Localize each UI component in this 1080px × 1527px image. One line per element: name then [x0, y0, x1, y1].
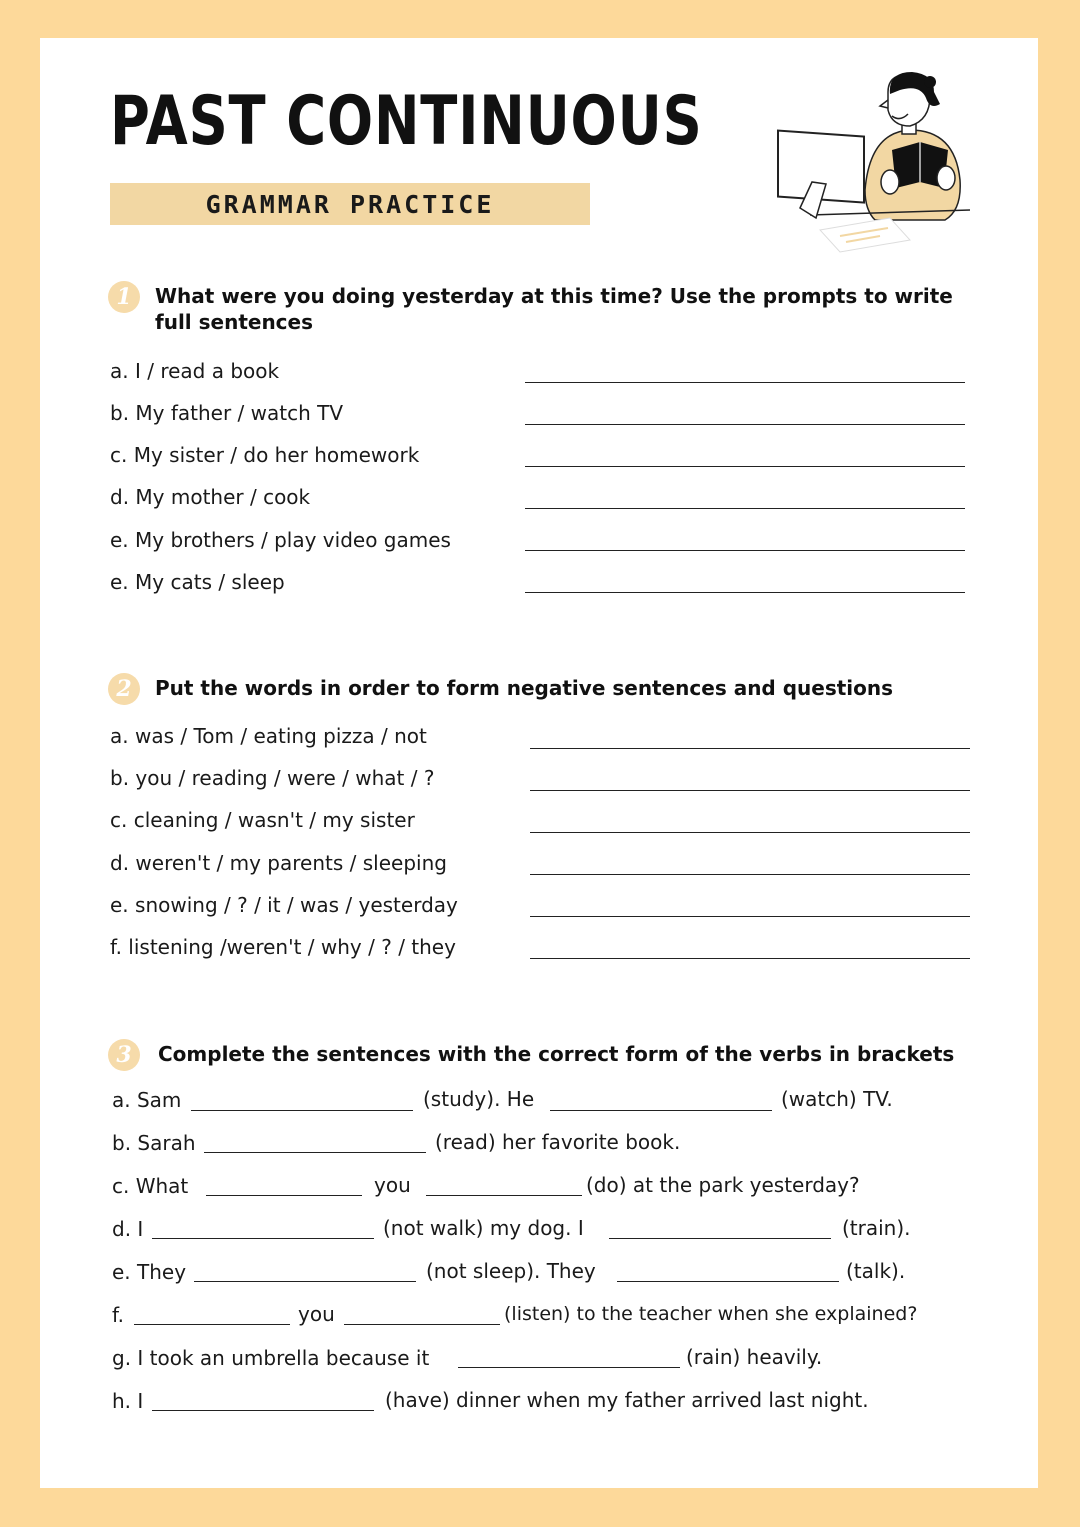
exercise-3-text: (read) her favorite book.	[435, 1130, 681, 1154]
exercise-1-prompt: b. My father / watch TV	[110, 401, 344, 425]
exercise-3-text: (not walk) my dog. I	[383, 1216, 584, 1240]
exercise-3-text: a. Sam	[112, 1088, 182, 1112]
exercise-3-text: (watch) TV.	[781, 1087, 893, 1111]
exercise-1-answer-line[interactable]	[525, 424, 965, 425]
exercise-1-answer-line[interactable]	[525, 550, 965, 551]
section-number-badge: 3	[108, 1039, 140, 1071]
exercise-2-answer-line[interactable]	[530, 748, 970, 749]
exercise-3-text: (study). He	[423, 1087, 535, 1111]
exercise-1-prompt: a. I / read a book	[110, 359, 280, 383]
exercise-3-text: b. Sarah	[112, 1131, 196, 1155]
exercise-2-answer-line[interactable]	[530, 916, 970, 917]
section-3-instruction: Complete the sentences with the correct form of the verbs in brackets	[158, 1042, 955, 1066]
exercise-3-text: (listen) to the teacher when she explained?	[504, 1303, 918, 1325]
section-2-instruction: Put the words in order to form negative sentences and questions	[155, 676, 894, 700]
section-number-badge: 2	[108, 673, 140, 705]
fill-in-blank[interactable]	[191, 1110, 413, 1111]
exercise-3-text: c. What	[112, 1174, 189, 1198]
exercise-3-text: h. I	[112, 1389, 144, 1413]
page-title: PAST CONTINUOUS	[110, 82, 703, 161]
exercise-3-text: (rain) heavily.	[686, 1345, 823, 1369]
section-1-instruction-line-1: What were you doing yesterday at this time? Use the prompts to write	[155, 284, 953, 308]
exercise-3-text: f.	[112, 1303, 124, 1327]
fill-in-blank[interactable]	[152, 1410, 374, 1411]
fill-in-blank[interactable]	[204, 1152, 426, 1153]
exercise-1-prompt: d. My mother / cook	[110, 485, 311, 509]
exercise-2-prompt: a. was / Tom / eating pizza / not	[110, 724, 427, 748]
fill-in-blank[interactable]	[609, 1238, 831, 1239]
page-subtitle: GRAMMAR PRACTICE	[205, 189, 495, 219]
exercise-2-answer-line[interactable]	[530, 790, 970, 791]
fill-in-blank[interactable]	[426, 1195, 582, 1196]
fill-in-blank[interactable]	[344, 1324, 500, 1325]
person-reading-at-computer-icon	[770, 70, 980, 255]
exercise-2-prompt: d. weren't / my parents / sleeping	[110, 851, 447, 875]
section-1-instruction-line-2: full sentences	[155, 310, 314, 334]
exercise-3-text: d. I	[112, 1217, 144, 1241]
exercise-3-text: (talk).	[846, 1259, 906, 1283]
exercise-1-answer-line[interactable]	[525, 382, 965, 383]
exercise-1-answer-line[interactable]	[525, 466, 965, 467]
exercise-3-text: (train).	[842, 1216, 911, 1240]
fill-in-blank[interactable]	[194, 1281, 416, 1282]
exercise-3-text: (have) dinner when my father arrived last night.	[385, 1388, 869, 1412]
fill-in-blank[interactable]	[206, 1195, 362, 1196]
exercise-2-answer-line[interactable]	[530, 958, 970, 959]
exercise-1-prompt: e. My cats / sleep	[110, 570, 285, 594]
section-1-instruction	[155, 283, 953, 335]
exercise-1-answer-line[interactable]	[525, 508, 965, 509]
exercise-3-text: g. I took an umbrella because it	[112, 1346, 430, 1370]
exercise-3-text: e. They	[112, 1260, 187, 1284]
exercise-2-answer-line[interactable]	[530, 832, 970, 833]
exercise-3-text: (not sleep). They	[426, 1259, 596, 1283]
exercise-1-prompt: e. My brothers / play video games	[110, 528, 451, 552]
exercise-2-answer-line[interactable]	[530, 874, 970, 875]
exercise-1-prompt: c. My sister / do her homework	[110, 443, 420, 467]
exercise-1-answer-line[interactable]	[525, 592, 965, 593]
fill-in-blank[interactable]	[617, 1281, 839, 1282]
subtitle-banner	[110, 183, 590, 225]
exercise-3-text: (do) at the park yesterday?	[586, 1173, 860, 1197]
exercise-2-prompt: b. you / reading / were / what / ?	[110, 766, 435, 790]
exercise-3-text: you	[298, 1302, 335, 1326]
fill-in-blank[interactable]	[458, 1367, 680, 1368]
fill-in-blank[interactable]	[550, 1110, 772, 1111]
exercise-3-text: you	[374, 1173, 411, 1197]
fill-in-blank[interactable]	[134, 1324, 290, 1325]
section-number-badge: 1	[108, 281, 140, 313]
fill-in-blank[interactable]	[152, 1238, 374, 1239]
exercise-2-prompt: f. listening /weren't / why / ? / they	[110, 935, 456, 959]
exercise-2-prompt: c. cleaning / wasn't / my sister	[110, 808, 415, 832]
exercise-2-prompt: e. snowing / ? / it / was / yesterday	[110, 893, 458, 917]
